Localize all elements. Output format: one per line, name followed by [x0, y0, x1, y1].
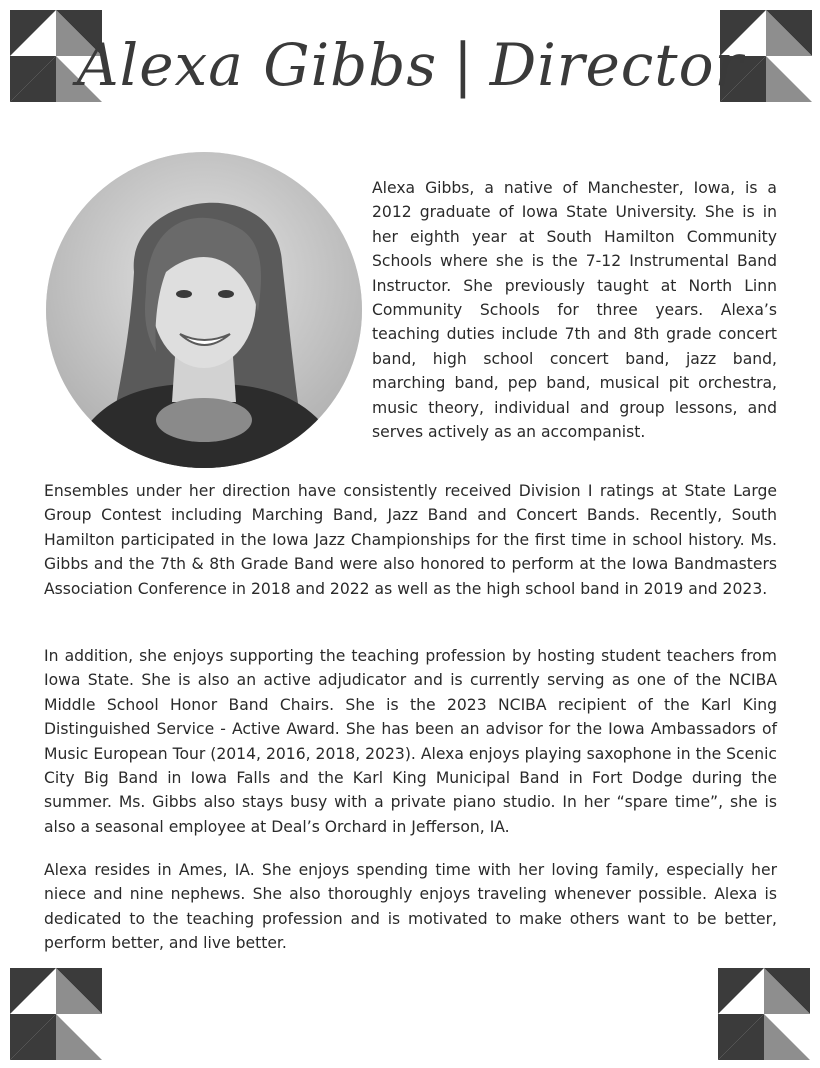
bio-paragraph-personal: Alexa resides in Ames, IA. She enjoys spending time with her loving family, especially her niece and nine nephews. She also thoroughly enjoys traveling whenever possible. Alexa is dedicated to the teaching profession and is motivated to make others want to be better, perform better, and live better. [44, 861, 777, 953]
quilt-block-bottom-right [718, 968, 810, 1060]
bio-paragraph-profession: In addition, she enjoys supporting the teaching profession by hosting student teachers from Iowa State. She is also an active adjudicator and is currently serving as one of the NCIBA Middle School Honor Band Chairs. She is the 2023 NCIBA recipient of the Karl King Distinguished Service - Active Award. She has been an advisor for the Iowa Ambassadors of Music European Tour (2014, 2016, 2018, 2023). Alexa enjoys playing saxophone in the Scenic City Big Band in Iowa Falls and the Karl King Municipal Band in Fort Dodge during the summer. Ms. Gibbs also stays busy with a private piano studio. In her “spare time”, she is also a seasonal employee at Deal’s Orchard in Jefferson, IA. [44, 647, 777, 836]
title-role: Director [489, 31, 744, 99]
bio-paragraph-ensembles: Ensembles under her direction have consistently received Division I ratings at State Large Group Contest including Marching Band, Jazz Band and Concert Bands. Recently, South Hamilton participated in the Iowa Jazz Championships for the first time in school history. Ms. Gibbs and the 7th & 8th Grade Band were also honored to perform at the Iowa Bandmasters Association Conference in 2018 and 2022 as well as the high school band in 2019 and 2023. [44, 482, 777, 598]
title-separator: | [453, 31, 474, 99]
quilt-triangle-icon [10, 968, 102, 1060]
portrait-photo [46, 152, 362, 468]
quilt-block-bottom-left [10, 968, 102, 1060]
quilt-triangle-icon [718, 968, 810, 1060]
page-title [76, 20, 744, 110]
portrait-image [46, 152, 362, 468]
bio-intro: Alexa Gibbs, a native of Manchester, Iowa, is a 2012 graduate of Iowa State University. She is in her eighth year at South Hamilton Community Schools where she is the 7-12 Instrumental Band Instructor. She previously taught at North Linn Community Schools for three years. Alexa’s teaching duties include 7th and 8th grade concert band, high school concert band, jazz band, marching band, pep band, musical pit orchestra, music theory, individual and group lessons, and serves actively as an accompanist. [372, 179, 777, 442]
title-name: Alexa Gibbs [76, 31, 438, 99]
